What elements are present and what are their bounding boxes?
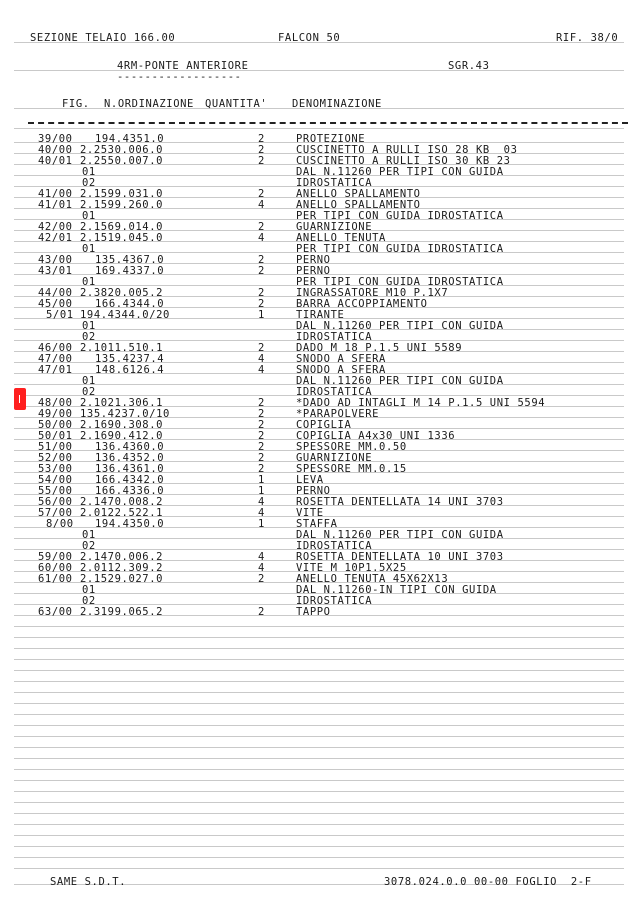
- row-fig: 01: [82, 320, 96, 332]
- row-description: TIRANTE: [296, 309, 345, 321]
- row-description: TAPPO: [296, 606, 331, 618]
- row-fig: 45/00: [38, 298, 73, 310]
- row-description: DADO M 18 P.1.5 UNI 5589: [296, 342, 463, 354]
- row-description: PER TIPI CON GUIDA IDROSTATICA: [296, 243, 504, 255]
- row-description: IDROSTATICA: [296, 177, 373, 189]
- row-quantity: 4: [258, 353, 265, 365]
- row-order-number: 166.4342.0: [95, 474, 165, 486]
- row-fig: 55/00: [38, 485, 73, 497]
- row-quantity: 2: [258, 452, 265, 464]
- row-order-number: 135.4367.0: [95, 254, 165, 266]
- row-description: VITE M 10P1.5X25: [296, 562, 407, 574]
- row-description: IDROSTATICA: [296, 331, 373, 343]
- row-description: GUARNIZIONE: [296, 452, 373, 464]
- row-description: SPESSORE MM.0.50: [296, 441, 407, 453]
- row-order-number: 2.1470.008.2: [80, 496, 164, 508]
- row-order-number: 166.4344.0: [95, 298, 165, 310]
- group-title: 4RM-PONTE ANTERIORE: [117, 60, 249, 72]
- row-description: LEVA: [296, 474, 324, 486]
- row-description: GUARNIZIONE: [296, 221, 373, 233]
- row-quantity: 4: [258, 232, 265, 244]
- row-description: DAL N.11260 PER TIPI CON GUIDA: [296, 166, 504, 178]
- row-order-number: 2.1529.027.0: [80, 573, 164, 585]
- row-fig: 57/00: [38, 507, 73, 519]
- row-order-number: 194.4344.0/20: [80, 309, 170, 321]
- footer-company: SAME S.D.T.: [50, 876, 127, 888]
- row-order-number: 2.1690.412.0: [80, 430, 164, 442]
- row-quantity: 2: [258, 254, 265, 266]
- row-order-number: 2.1599.031.0: [80, 188, 164, 200]
- row-description: ROSETTA DENTELLATA 14 UNI 3703: [296, 496, 504, 508]
- row-order-number: 194.4351.0: [95, 133, 165, 145]
- row-quantity: 2: [258, 419, 265, 431]
- row-description: STAFFA: [296, 518, 338, 530]
- row-fig: 01: [82, 529, 96, 541]
- row-quantity: 2: [258, 287, 265, 299]
- row-order-number: 136.4361.0: [95, 463, 165, 475]
- row-order-number: 2.2530.006.0: [80, 144, 164, 156]
- row-fig: 56/00: [38, 496, 73, 508]
- row-fig: 01: [82, 584, 96, 596]
- row-quantity: 1: [258, 485, 265, 497]
- row-description: DAL N.11260 PER TIPI CON GUIDA: [296, 375, 504, 387]
- row-fig: 42/00: [38, 221, 73, 233]
- row-fig: 40/01: [38, 155, 73, 167]
- row-order-number: 135.4237.4: [95, 353, 165, 365]
- row-fig: 42/01: [38, 232, 73, 244]
- row-fig: 53/00: [38, 463, 73, 475]
- row-fig: 39/00: [38, 133, 73, 145]
- row-description: ROSETTA DENTELLATA 10 UNI 3703: [296, 551, 504, 563]
- row-description: ANELLO TENUTA: [296, 232, 386, 244]
- row-description: PER TIPI CON GUIDA IDROSTATICA: [296, 276, 504, 288]
- row-quantity: 4: [258, 496, 265, 508]
- row-fig: 01: [82, 243, 96, 255]
- row-order-number: 2.1569.014.0: [80, 221, 164, 233]
- sgr-code: SGR.43: [448, 60, 490, 72]
- row-quantity: 2: [258, 430, 265, 442]
- row-order-number: 2.2550.007.0: [80, 155, 164, 167]
- row-order-number: 2.0112.309.2: [80, 562, 164, 574]
- row-fig: 52/00: [38, 452, 73, 464]
- row-description: CUSCINETTO A RULLI ISO 30 KB 23: [296, 155, 511, 167]
- row-quantity: 2: [258, 441, 265, 453]
- row-quantity: 1: [258, 474, 265, 486]
- row-fig: 8/00: [46, 518, 74, 530]
- row-fig: 60/00: [38, 562, 73, 574]
- row-description: COPIGLIA: [296, 419, 352, 431]
- row-fig: 49/00: [38, 408, 73, 420]
- row-fig: 01: [82, 166, 96, 178]
- row-description: ANELLO TENUTA 45X62X13: [296, 573, 449, 585]
- row-description: PERNO: [296, 254, 331, 266]
- row-fig: 40/00: [38, 144, 73, 156]
- col-qty: QUANTITA': [205, 98, 268, 110]
- row-order-number: 2.0122.522.1: [80, 507, 164, 519]
- row-fig: 01: [82, 375, 96, 387]
- row-description: IDROSTATICA: [296, 386, 373, 398]
- row-order-number: 2.1519.045.0: [80, 232, 164, 244]
- row-order-number: 2.1599.260.0: [80, 199, 164, 211]
- row-order-number: 194.4350.0: [95, 518, 165, 530]
- row-order-number: 135.4237.0/10: [80, 408, 170, 420]
- row-quantity: 2: [258, 298, 265, 310]
- row-description: PERNO: [296, 485, 331, 497]
- row-quantity: 4: [258, 364, 265, 376]
- row-fig: 44/00: [38, 287, 73, 299]
- reference: RIF. 38/0: [556, 32, 619, 44]
- row-description: PROTEZIONE: [296, 133, 366, 145]
- row-fig: 02: [82, 177, 96, 189]
- row-description: *DADO AD INTAGLI M 14 P.1.5 UNI 5594: [296, 397, 546, 409]
- footer-sheet: 3078.024.0.0 00-00 FOGLIO 2-F: [384, 876, 592, 888]
- row-description: SPESSORE MM.0.15: [296, 463, 407, 475]
- row-quantity: 4: [258, 507, 265, 519]
- row-fig: 48/00: [38, 397, 73, 409]
- row-quantity: 2: [258, 573, 265, 585]
- row-order-number: 2.1690.308.0: [80, 419, 164, 431]
- row-fig: 5/01: [46, 309, 74, 321]
- row-fig: 51/00: [38, 441, 73, 453]
- row-description: ANELLO SPALLAMENTO: [296, 188, 421, 200]
- row-order-number: 169.4337.0: [95, 265, 165, 277]
- row-fig: 47/00: [38, 353, 73, 365]
- row-quantity: 2: [258, 397, 265, 409]
- row-description: IDROSTATICA: [296, 540, 373, 552]
- row-quantity: 2: [258, 265, 265, 277]
- row-quantity: 2: [258, 133, 265, 145]
- row-description: DAL N.11260 PER TIPI CON GUIDA: [296, 320, 504, 332]
- row-order-number: 148.6126.4: [95, 364, 165, 376]
- row-fig: 50/01: [38, 430, 73, 442]
- row-fig: 46/00: [38, 342, 73, 354]
- row-description: PER TIPI CON GUIDA IDROSTATICA: [296, 210, 504, 222]
- row-order-number: 166.4336.0: [95, 485, 165, 497]
- row-fig: 41/01: [38, 199, 73, 211]
- row-fig: 01: [82, 276, 96, 288]
- col-desc: DENOMINAZIONE: [292, 98, 382, 110]
- row-quantity: 4: [258, 199, 265, 211]
- row-description: CUSCINETTO A RULLI ISO 28 KB 03: [296, 144, 518, 156]
- row-quantity: 2: [258, 342, 265, 354]
- row-quantity: 2: [258, 408, 265, 420]
- row-fig: 02: [82, 331, 96, 343]
- row-fig: 43/00: [38, 254, 73, 266]
- model-name: FALCON 50: [278, 32, 341, 44]
- row-quantity: 2: [258, 144, 265, 156]
- row-fig: 41/00: [38, 188, 73, 200]
- row-description: COPIGLIA A4x30 UNI 1336: [296, 430, 456, 442]
- row-description: SNODO A SFERA: [296, 353, 386, 365]
- row-quantity: 1: [258, 518, 265, 530]
- row-description: BARRA ACCOPPIAMENTO: [296, 298, 428, 310]
- row-quantity: 1: [258, 309, 265, 321]
- row-fig: 54/00: [38, 474, 73, 486]
- row-order-number: 136.4352.0: [95, 452, 165, 464]
- group-underline: ------------------: [117, 71, 242, 83]
- row-description: DAL N.11260 PER TIPI CON GUIDA: [296, 529, 504, 541]
- section-title: SEZIONE TELAIO 166.00: [30, 32, 176, 44]
- row-order-number: 2.3199.065.2: [80, 606, 164, 618]
- row-order-number: 2.1011.510.1: [80, 342, 164, 354]
- row-fig: 61/00: [38, 573, 73, 585]
- row-fig: 59/00: [38, 551, 73, 563]
- row-description: DAL N.11260-IN TIPI CON GUIDA: [296, 584, 497, 596]
- row-quantity: 4: [258, 562, 265, 574]
- row-order-number: 2.3820.005.2: [80, 287, 164, 299]
- col-order: N.ORDINAZIONE: [104, 98, 194, 110]
- row-fig: 02: [82, 595, 96, 607]
- row-order-number: 2.1470.006.2: [80, 551, 164, 563]
- row-quantity: 2: [258, 463, 265, 475]
- row-quantity: 2: [258, 221, 265, 233]
- row-quantity: 2: [258, 155, 265, 167]
- red-marker: [14, 388, 26, 410]
- row-description: VITE: [296, 507, 324, 519]
- row-quantity: 4: [258, 551, 265, 563]
- row-fig: 02: [82, 540, 96, 552]
- row-order-number: 136.4360.0: [95, 441, 165, 453]
- row-fig: 01: [82, 210, 96, 222]
- row-fig: 47/01: [38, 364, 73, 376]
- row-description: *PARAPOLVERE: [296, 408, 380, 420]
- header-dashed-separator: [28, 122, 628, 124]
- row-fig: 63/00: [38, 606, 73, 618]
- row-description: IDROSTATICA: [296, 595, 373, 607]
- row-order-number: 2.1021.306.1: [80, 397, 164, 409]
- row-fig: 50/00: [38, 419, 73, 431]
- row-quantity: 2: [258, 606, 265, 618]
- row-fig: 43/01: [38, 265, 73, 277]
- row-description: SNODO A SFERA: [296, 364, 386, 376]
- row-description: INGRASSATORE M10 P.1X7: [296, 287, 449, 299]
- row-description: PERNO: [296, 265, 331, 277]
- row-fig: 02: [82, 386, 96, 398]
- col-fig: FIG.: [62, 98, 90, 110]
- row-quantity: 2: [258, 188, 265, 200]
- row-description: ANELLO SPALLAMENTO: [296, 199, 421, 211]
